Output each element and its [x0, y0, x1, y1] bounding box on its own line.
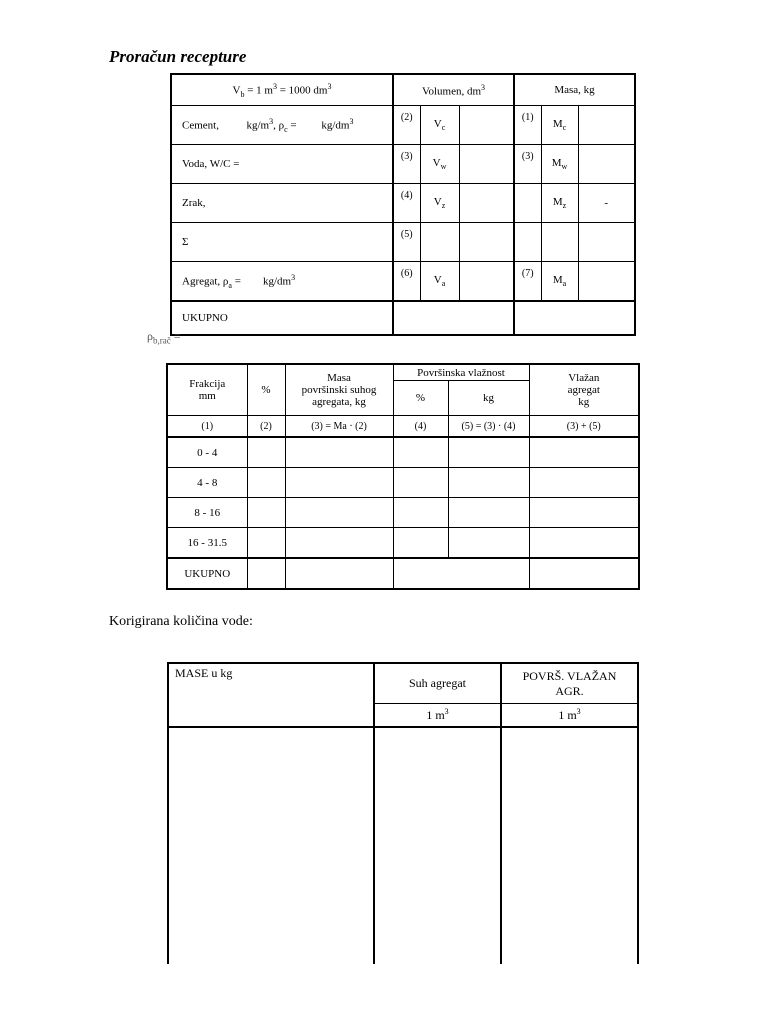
header-suh-agregat: Suh agregat [374, 663, 501, 704]
table-row [171, 301, 635, 335]
mass-num [514, 184, 541, 223]
mass-value [578, 262, 635, 302]
col-num: (5) = (3) · (4) [448, 416, 529, 438]
header-povrs-vlazan: POVRŠ. VLAŽAN AGR. [501, 663, 638, 704]
cell [529, 498, 639, 528]
total-volume [393, 301, 514, 335]
mass-num: (7) [514, 262, 541, 302]
mass-symbol: $M_a$ [541, 262, 578, 302]
vol-num: (3) [393, 145, 420, 184]
table-row [167, 498, 639, 528]
vol-num: (6) [393, 262, 420, 302]
table-row [167, 558, 639, 589]
fraction-label: 0 - 4 [167, 437, 247, 468]
cell [285, 437, 393, 468]
cell [285, 528, 393, 559]
cell [247, 498, 285, 528]
cell [247, 528, 285, 559]
masses-table [167, 662, 639, 964]
mass-num: (1) [514, 106, 541, 145]
cell [247, 468, 285, 498]
cell [285, 558, 393, 589]
header-povrsinska-vlaznost: Površinska vlažnost [393, 364, 529, 381]
vol-value [459, 106, 514, 145]
fraction-label: 16 - 31.5 [167, 528, 247, 559]
col-num: (3) + (5) [529, 416, 639, 438]
rho-b-rac: $\rho_{b,rač}$ = [147, 329, 181, 346]
col-num: (3) = Ma · (2) [285, 416, 393, 438]
header-pv-percent: % [393, 381, 448, 416]
row-label-sum: Σ [171, 223, 393, 262]
vlazan-body [501, 727, 638, 964]
mass-value: - [578, 184, 635, 223]
cell [529, 558, 639, 589]
header-volumen: Volumen, $dm^3$ [393, 74, 514, 106]
row-label-zrak: Zrak, [171, 184, 393, 223]
vol-num: (4) [393, 184, 420, 223]
vol-symbol: $V_z$ [420, 184, 459, 223]
vol-value [459, 145, 514, 184]
recipe-table [170, 73, 636, 336]
vol-value [459, 184, 514, 223]
table-row [171, 106, 635, 145]
cell [393, 437, 448, 468]
cell [448, 498, 529, 528]
header-masa: Masa površinski suhog agregata, kg [285, 364, 393, 416]
header-pv-kg: kg [448, 381, 529, 416]
mass-symbol: $M_z$ [541, 184, 578, 223]
fraction-label: 4 - 8 [167, 468, 247, 498]
mass-value [578, 145, 635, 184]
table-row [171, 262, 635, 302]
unit-vlazan: 1 $m^3$ [501, 704, 638, 727]
header-vb: $V_b = 1$ $m^3 = 1000$ $dm^3$ [171, 74, 393, 106]
cell [529, 468, 639, 498]
vol-num: (5) [393, 223, 420, 262]
row-label-agregat: Agregat, $\rho_a$ = $kg/dm^3$ [171, 262, 393, 302]
mass-num: (3) [514, 145, 541, 184]
col-num: (2) [247, 416, 285, 438]
unit-suh: 1 $m^3$ [374, 704, 501, 727]
header-vlazan-agregat: Vlažan agregat kg [529, 364, 639, 416]
suh-body [374, 727, 501, 964]
vol-symbol: $V_w$ [420, 145, 459, 184]
aggregate-fraction-table [166, 363, 640, 590]
vol-symbol: $V_c$ [420, 106, 459, 145]
fraction-total-label: UKUPNO [167, 558, 247, 589]
mass-value [578, 223, 635, 262]
cell [285, 468, 393, 498]
cell [285, 498, 393, 528]
vol-symbol [420, 223, 459, 262]
cell [393, 528, 448, 559]
table-row [171, 223, 635, 262]
vol-value [459, 262, 514, 302]
table-row [167, 437, 639, 468]
table-row [171, 145, 635, 184]
col-num: (4) [393, 416, 448, 438]
cell [448, 528, 529, 559]
mass-value [578, 106, 635, 145]
col-num: (1) [167, 416, 247, 438]
header-masa: Masa, kg [514, 74, 635, 106]
table-row [167, 468, 639, 498]
row-label-voda: Voda, W/C = [171, 145, 393, 184]
cell [529, 437, 639, 468]
fraction-label: 8 - 16 [167, 498, 247, 528]
cell [448, 437, 529, 468]
mass-symbol: $M_c$ [541, 106, 578, 145]
mass-symbol: $M_w$ [541, 145, 578, 184]
vol-num: (2) [393, 106, 420, 145]
vol-value [459, 223, 514, 262]
row-label-cement: Cement, $kg/m^3$, $\rho_c$ = $kg/dm^3$ [171, 106, 393, 145]
table-row [167, 528, 639, 559]
mass-num [514, 223, 541, 262]
cell [448, 468, 529, 498]
cell [393, 498, 448, 528]
cell [393, 468, 448, 498]
vol-symbol: $V_a$ [420, 262, 459, 302]
table-row [171, 184, 635, 223]
cell [247, 558, 285, 589]
cell [247, 437, 285, 468]
section-heading-korigirana: Korigirana količina vode: [109, 614, 253, 629]
row-label-total: UKUPNO [171, 301, 393, 335]
cell [393, 558, 529, 589]
header-frakcija: Frakcija mm [167, 364, 247, 416]
mass-symbol [541, 223, 578, 262]
total-mass [514, 301, 635, 335]
page-title: Proračun recepture [109, 47, 247, 66]
cell [529, 528, 639, 559]
table-row [167, 416, 639, 438]
mase-body [168, 727, 374, 964]
header-mase: MASE u kg [168, 663, 374, 727]
header-percent: % [247, 364, 285, 416]
